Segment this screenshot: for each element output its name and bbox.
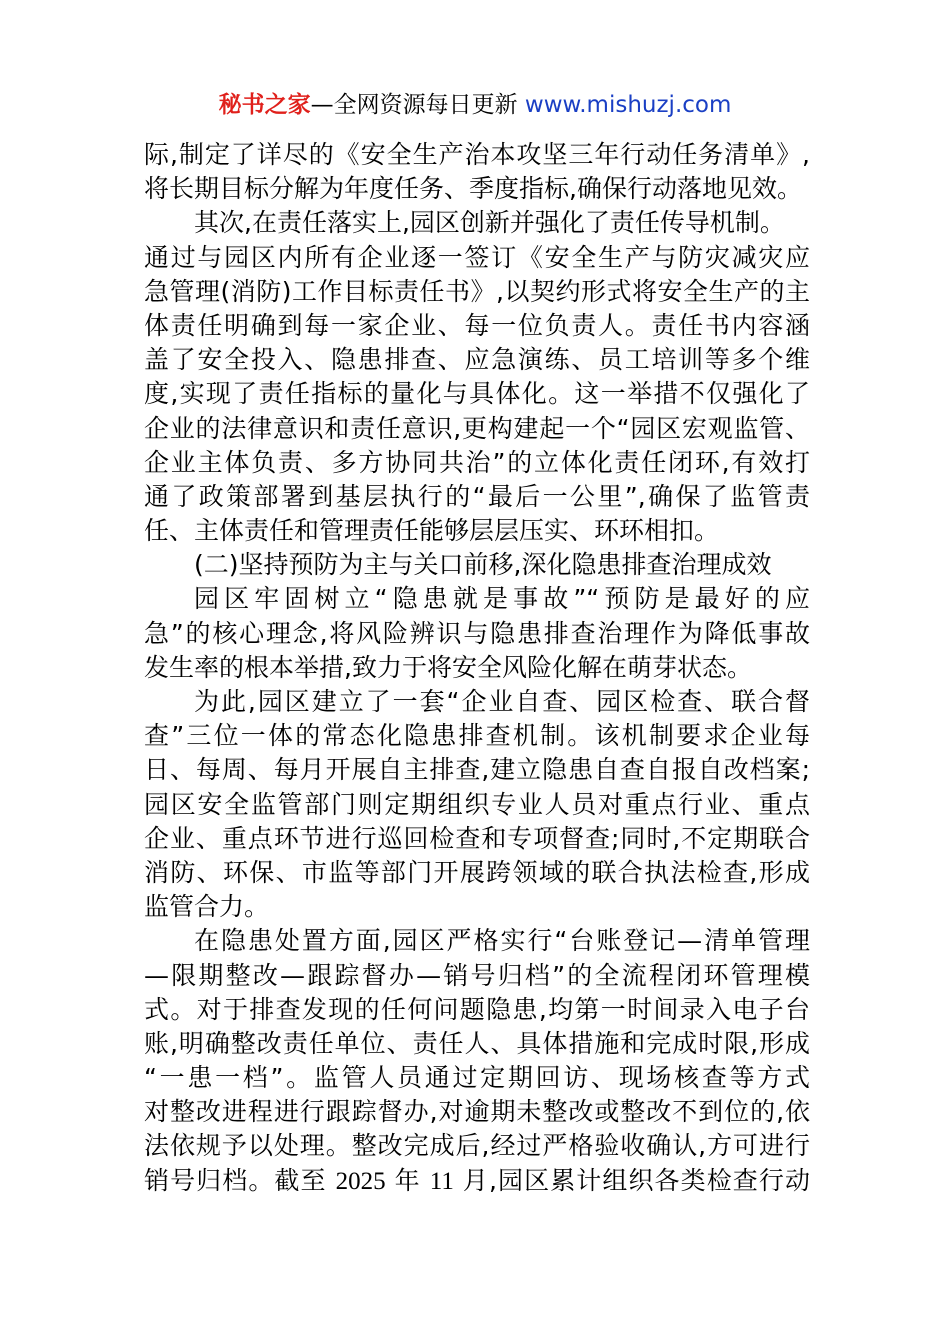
- text-line: 通了政策部署到基层执行的“最后一公里”,确保了监管责: [144, 481, 810, 511]
- text-line: 将长期目标分解为年度任务、季度指标,确保行动落地见效。: [144, 174, 802, 204]
- text-line: “一患一档”。监管人员通过定期回访、现场核查等方式: [144, 1063, 810, 1093]
- text-line: 际,制定了详尽的《安全生产治本攻坚三年行动任务清单》,: [144, 140, 810, 169]
- text-line: 企业主体负责、多方协同共治”的立体化责任闭环,有效打: [144, 447, 810, 477]
- website-link[interactable]: www.mishuzj.com: [524, 92, 732, 118]
- section-heading: (二)坚持预防为主与关口前移,深化隐患排查治理成效: [194, 550, 772, 580]
- text-segment: 月,园区累计组织各类检查行动: [453, 1165, 810, 1195]
- text-line: 查”三位一体的常态化隐患排查机制。该机制要求企业每: [144, 721, 810, 751]
- text-line: 日、每周、每月开展自主排查,建立隐患自查自报自改档案;: [144, 755, 810, 785]
- text-line-final: [144, 1164, 810, 1198]
- text-line: 急管理(消防)工作目标责任书》,以契约形式将安全生产的主: [144, 276, 810, 306]
- brand-name: 秘书之家: [218, 92, 311, 118]
- year-number: 2025: [335, 1167, 386, 1195]
- body-text: [144, 138, 810, 1198]
- paragraph-start: 为此,园区建立了一套“企业自查、园区检查、联合督: [194, 687, 810, 716]
- text-segment: 销号归档。截至: [144, 1165, 336, 1195]
- text-line: 对整改进程进行跟踪督办,对逾期未整改或整改不到位的,依: [144, 1097, 810, 1127]
- paragraph-start: 其次,在责任落实上,园区创新并强化了责任传导机制。: [194, 208, 785, 238]
- text-line: 企业、重点环节进行巡回检查和专项督查;同时,不定期联合: [144, 823, 810, 853]
- page-header: [0, 88, 950, 122]
- text-segment: 年: [385, 1165, 430, 1195]
- header-tagline: —全网资源每日更新: [310, 92, 518, 118]
- text-line: 园区安全监管部门则定期组织专业人员对重点行业、重点: [144, 789, 810, 819]
- paragraph-start: 园区牢固树立“隐患就是事故”“预防是最好的应: [194, 584, 810, 614]
- text-line: 账,明确整改责任单位、责任人、具体措施和完成时限,形成: [144, 1028, 810, 1058]
- text-line: 通过与园区内所有企业逐一签订《安全生产与防灾减灾应: [144, 242, 810, 272]
- month-number: 11: [429, 1167, 454, 1195]
- text-line: 式。对于排查发现的任何问题隐患,均第一时间录入电子台: [144, 994, 810, 1024]
- text-line: 体责任明确到每一家企业、每一位负责人。责任书内容涵: [144, 310, 810, 340]
- text-line: 监管合力。: [144, 892, 270, 922]
- text-line: 盖了安全投入、隐患排查、应急演练、员工培训等多个维: [144, 345, 810, 375]
- text-line: —限期整改—跟踪督办—销号归档”的全流程闭环管理模: [144, 960, 810, 990]
- text-line: 企业的法律意识和责任意识,更构建起一个“园区宏观监管、: [144, 413, 810, 443]
- text-line: 任、主体责任和管理责任能够层层压实、环环相扣。: [144, 516, 720, 546]
- text-line: 发生率的根本举措,致力于将安全风险化解在萌芽状态。: [144, 652, 752, 682]
- text-line: 消防、环保、市监等部门开展跨领域的联合执法检查,形成: [144, 857, 810, 887]
- text-line: 法依规予以处理。整改完成后,经过严格验收确认,方可进行: [144, 1131, 810, 1161]
- text-line: 急”的核心理念,将风险辨识与隐患排查治理作为降低事故: [144, 618, 810, 648]
- text-line: 度,实现了责任指标的量化与具体化。这一举措不仅强化了: [144, 379, 810, 409]
- paragraph-start: 在隐患处置方面,园区严格实行“台账登记—清单管理: [194, 926, 810, 956]
